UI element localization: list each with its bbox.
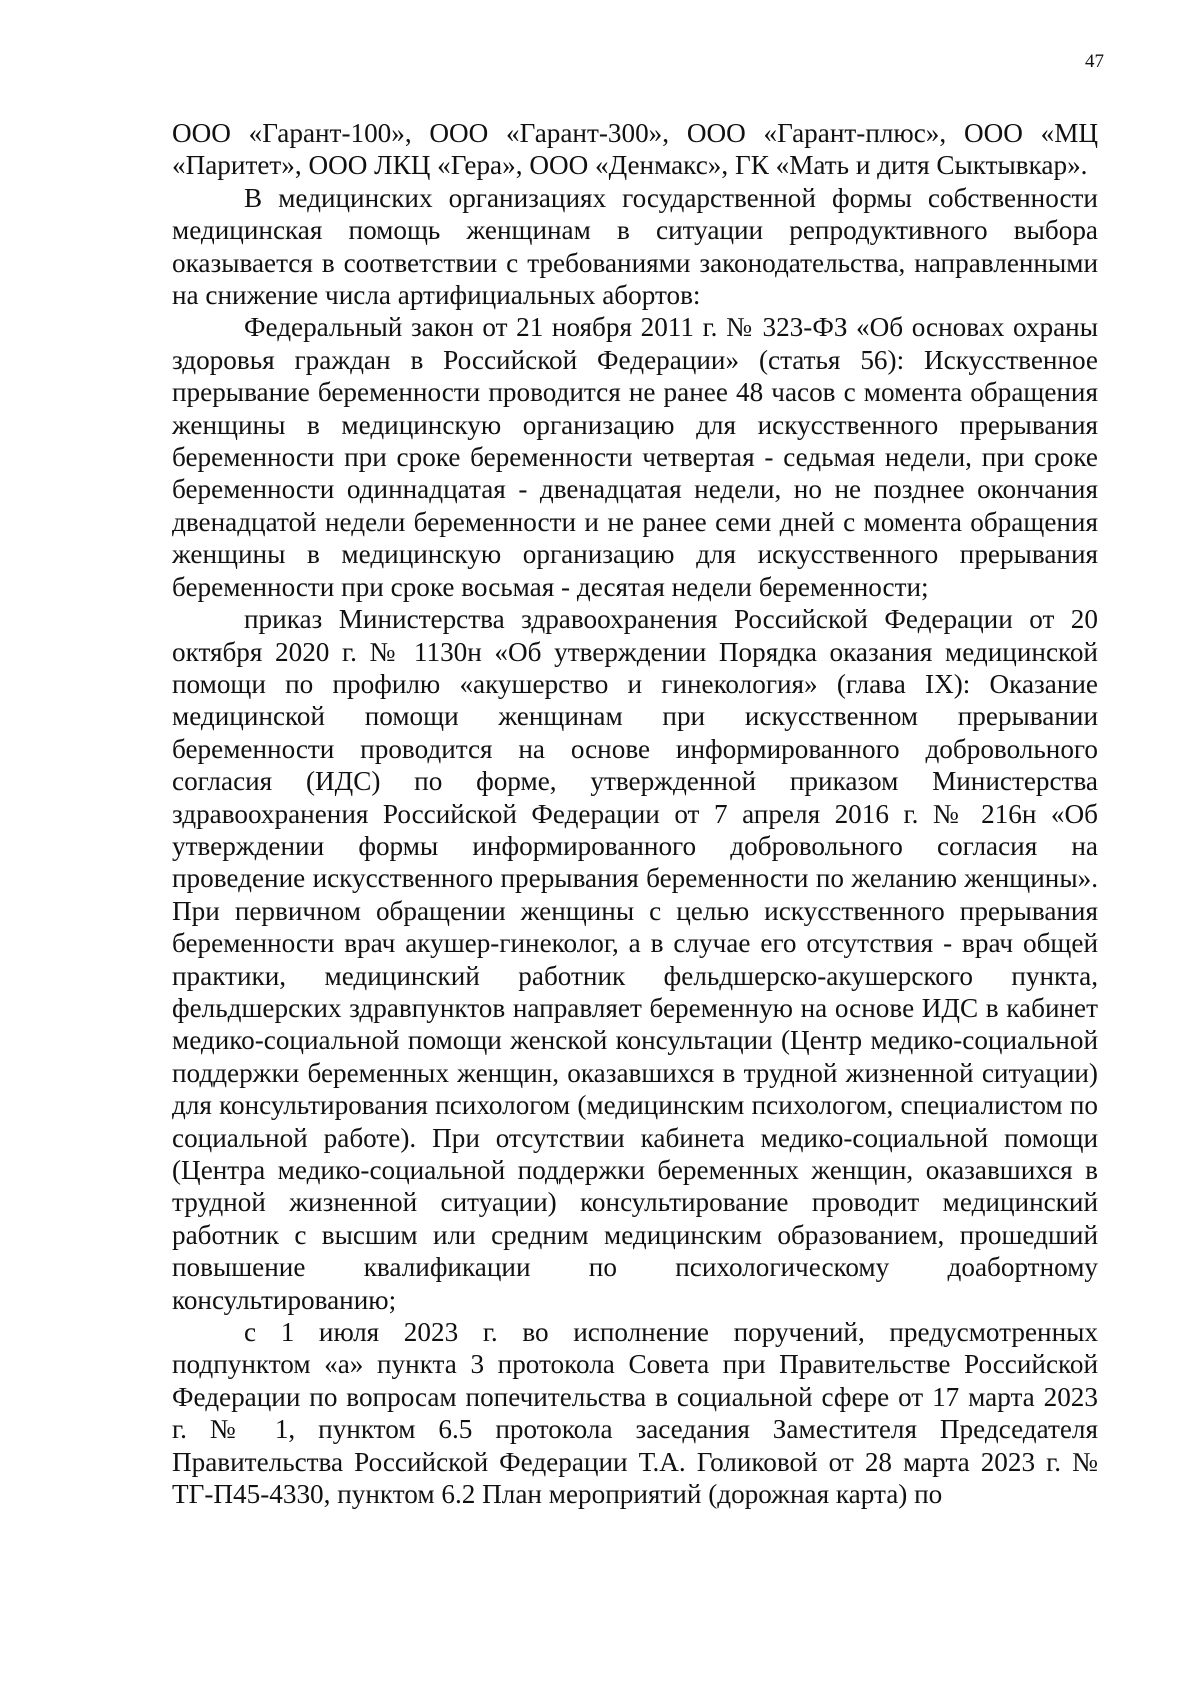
paragraph-july-2023: с 1 июля 2023 г. во исполнение поручений, предусмотренных подпунктом «а» пункта 3 протокола Совета при Правительстве Российской Федерации по вопросам попечительства в социальной сфере от 17 марта 2023 г. № 1, пунктом 6.5 протокола заседания Заместителя Председателя Правительства Российской Федерации Т.А. Голиковой от 28 марта 2023 г. № ТГ-П45-4330, пунктом 6.2 План мероприятий (дорожная карта) по — [172, 1317, 1098, 1510]
page-number: 47 — [1085, 51, 1104, 72]
paragraph-federal-law: Федеральный закон от 21 ноября 2011 г. № 323-ФЗ «Об основах охраны здоровья граждан в Российской Федерации» (статья 56): Искусственное прерывание беременности проводится не ранее 48 часов с момента обращения женщины в медицинскую организацию для искусственного прерывания беременности при сроке беременности четвертая - седьмая недели, при сроке беременности одиннадцатая - двенадцатая недели, но не позднее окончания двенадцатой недели беременности и не ранее семи дней с момента обращения женщины в медицинскую организацию для искусственного прерывания беременности при сроке восьмая - десятая недели беременности; — [172, 312, 1098, 602]
paragraph-state-organizations: В медицинских организациях государственной формы собственности медицинская помощь женщинам в ситуации репродуктивного выбора оказывается в соответствии с требованиями законодательства, направленными на снижение числа артифициальных абортов: — [172, 182, 1098, 311]
document-body — [172, 117, 1098, 1510]
paragraph-clinics-list: ООО «Гарант-100», ООО «Гарант-300», ООО «Гарант-плюс», ООО «МЦ «Паритет», ООО ЛКЦ «Гера», ООО «Денмакс», ГК «Мать и дитя Сыктывкар». — [172, 118, 1098, 181]
paragraph-ministry-order: приказ Министерства здравоохранения Российской Федерации от 20 октября 2020 г. № 1130н «Об утверждении Порядка оказания медицинской помощи по профилю «акушерство и гинекология» (глава IX): Оказание медицинской помощи женщинам при искусственном прерывании беременности проводится на основе информированного добровольного согласия (ИДС) по форме, утвержденной приказом Министерства здравоохранения Российской Федерации от 7 апреля 2016 г. № 216н «Об утверждении формы информированного добровольного согласия на проведение искусственного прерывания беременности по желанию женщины». При первичном обращении женщины с целью искусственного прерывания беременности врач акушер-гинеколог, а в случае его отсутствия - врач общей практики, медицинский работник фельдшерско-акушерского пункта, фельдшерских здравпунктов направляет беременную на основе ИДС в кабинет медико-социальной помощи женской консультации (Центр медико-социальной поддержки беременных женщин, оказавшихся в трудной жизненной ситуации) для консультирования психологом (медицинским психологом, специалистом по социальной работе). При отсутствии кабинета медико-социальной помощи (Центра медико-социальной поддержки беременных женщин, оказавшихся в трудной жизненной ситуации) консультирование проводит медицинский работник с высшим или средним медицинским образованием, прошедший повышение квалификации по психологическому доабортному консультированию; — [172, 604, 1098, 1315]
